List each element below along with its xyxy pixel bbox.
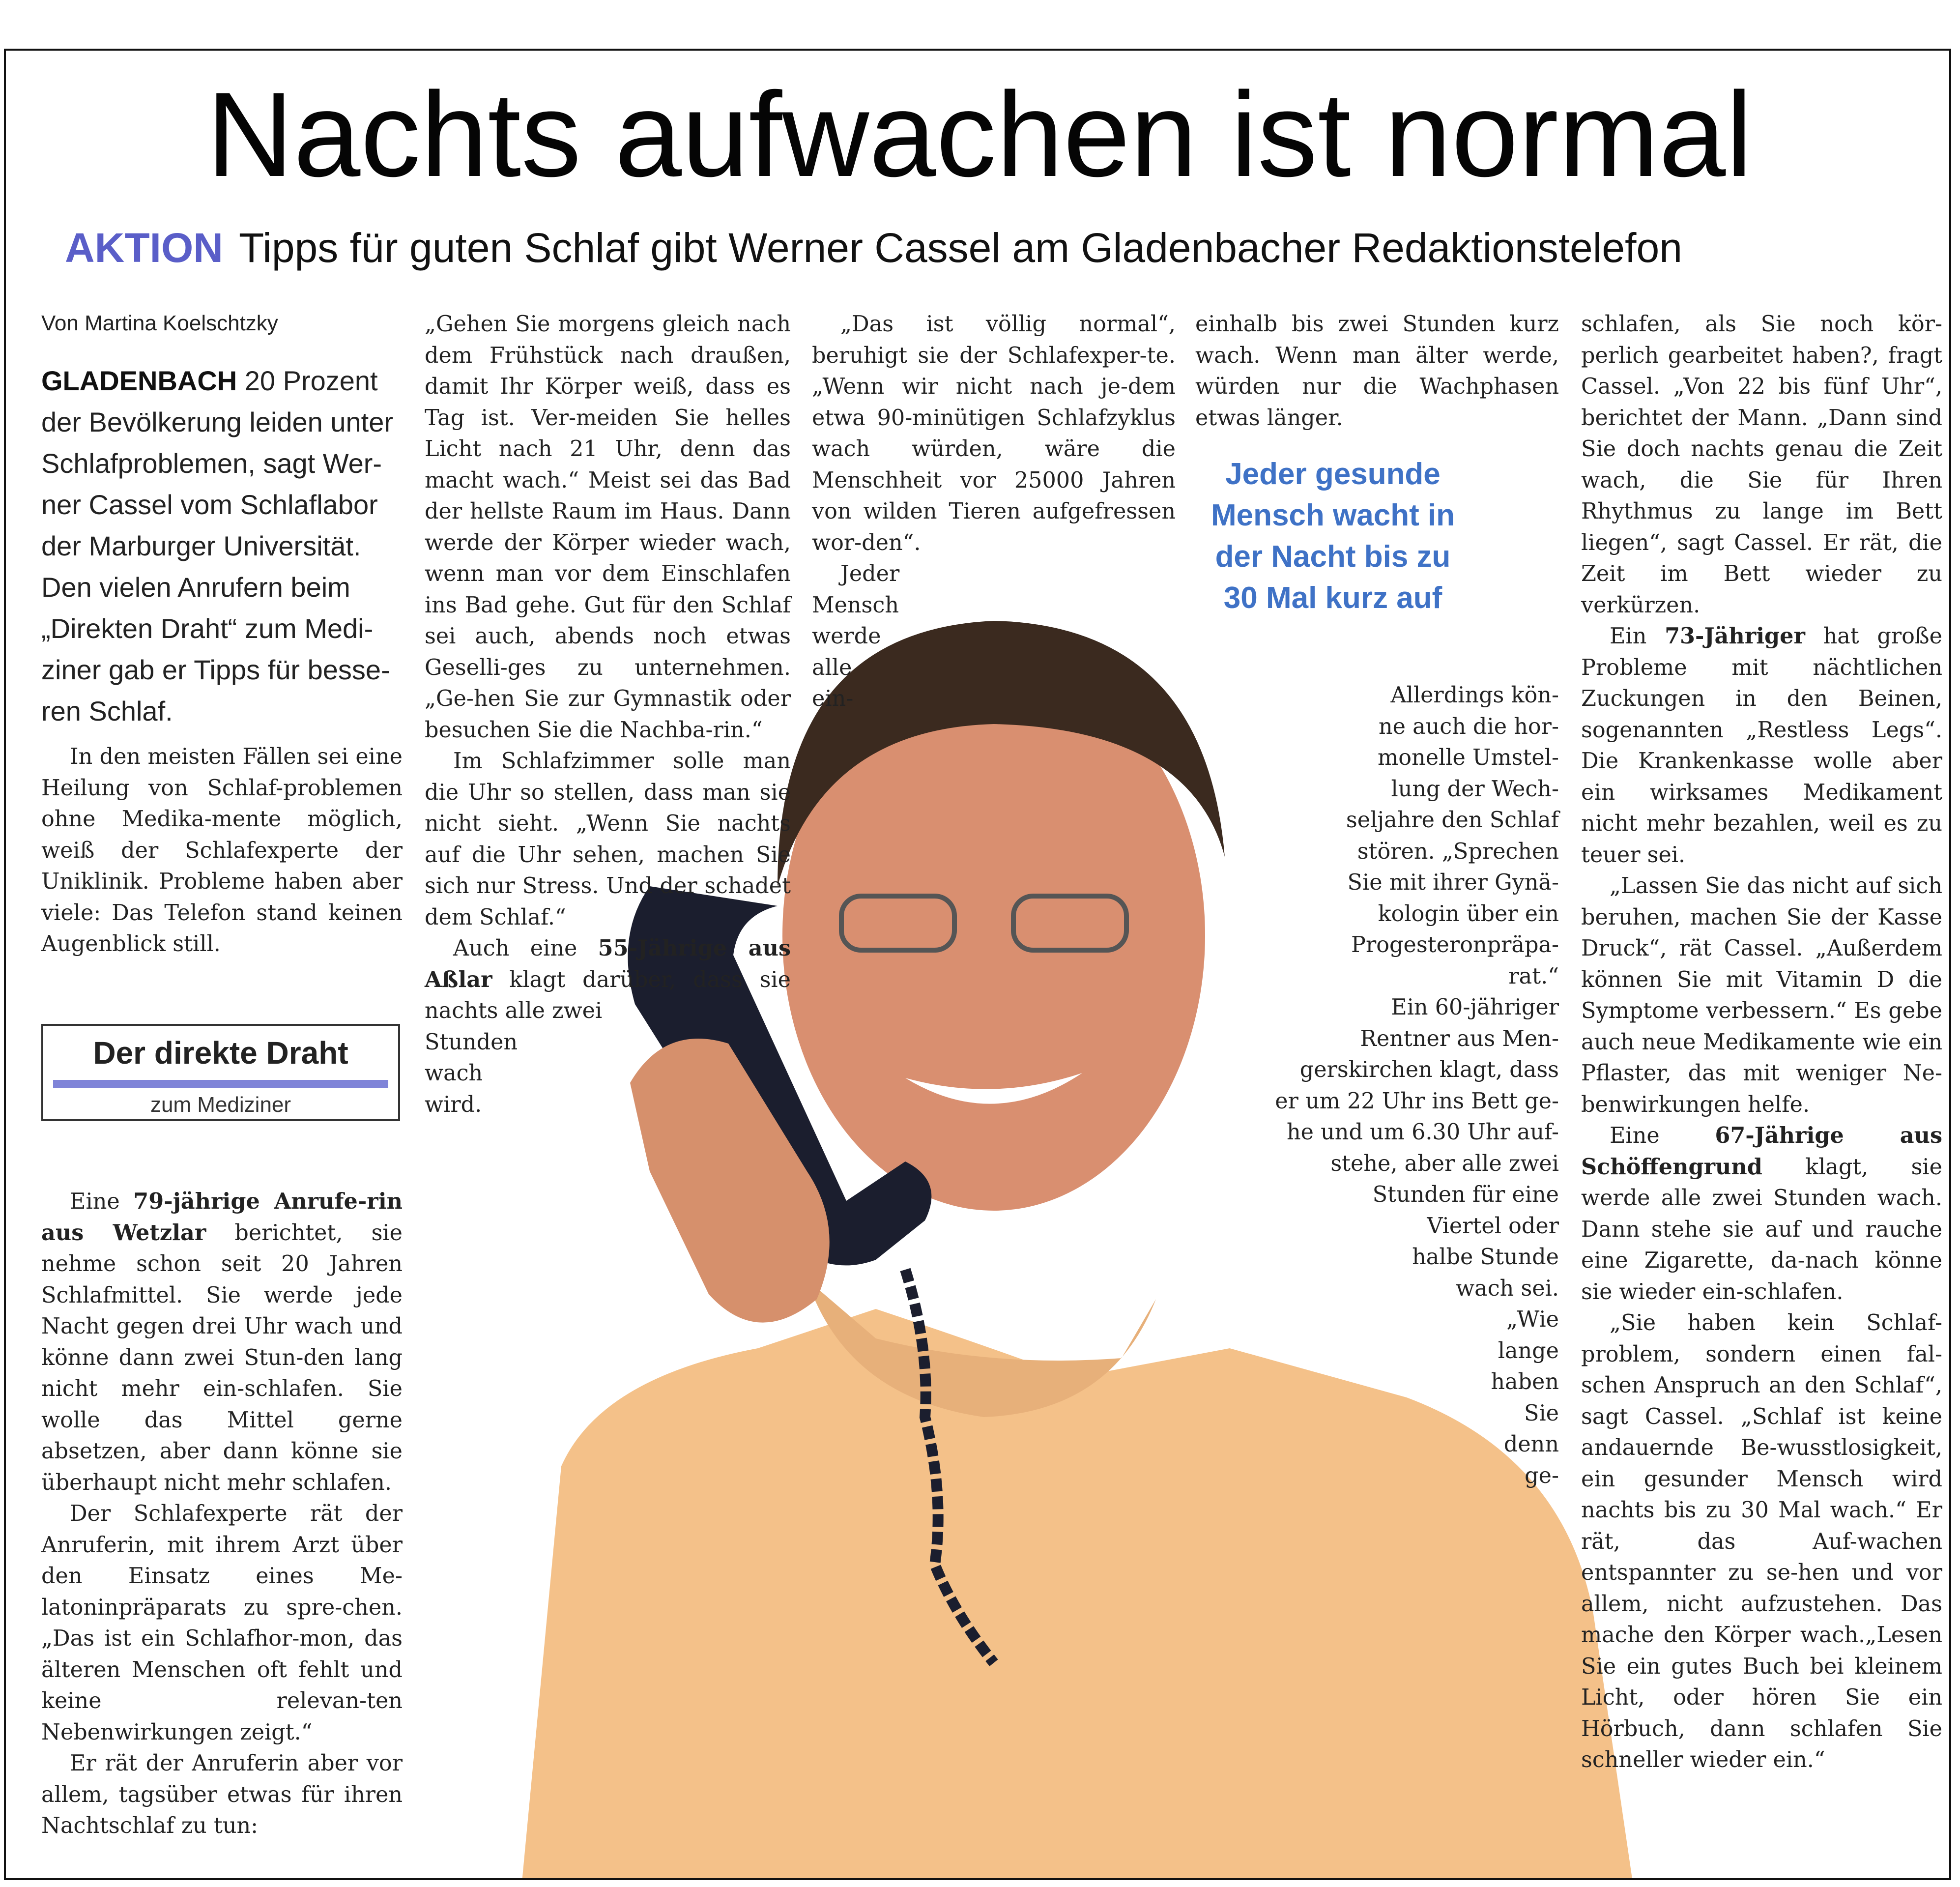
- text-line: Rentner aus Men-: [1360, 1026, 1559, 1051]
- text-line: Mensch: [812, 592, 899, 618]
- lead-text: 20 Prozent der Bevölkerung leiden unter Schlafproblemen, sagt Wer-ner Cassel vom Schlaflabor der Marburger Universität. Den vielen Anrufern beim „Direkten Draht“ zum Medi-ziner gab er Tipps für besse-ren Schlaf.: [41, 365, 394, 726]
- paragraph: Der Schlafexperte rät der Anruferin, mit ihrem Arzt über den Einsatz eines Me-latoninpräparats zu spre-chen. „Das ist ein Schlafhor-mon, das älteren Menschen oft fehlt und keine relevan-ten Nebenwirkungen zeigt.“: [41, 1501, 403, 1745]
- text-line: wach sei.: [1456, 1276, 1559, 1301]
- column-4-bottom: [1254, 680, 1559, 1491]
- text-line: er um 22 Uhr ins Bett ge-: [1275, 1088, 1559, 1114]
- text-line: denn: [1503, 1432, 1559, 1457]
- text-line: halbe Stunde: [1412, 1245, 1559, 1270]
- paragraph: [1581, 621, 1942, 871]
- text-run: Ein: [1610, 624, 1665, 649]
- byline: Von Martina Koelschtzky: [41, 311, 278, 335]
- text-line: wach: [425, 1061, 483, 1086]
- text-line: monelle Umstel-: [1378, 745, 1559, 770]
- paragraph: Er rät der Anruferin aber vor allem, tagsüber etwas für ihren Nachtschlaf zu tun:: [41, 1751, 403, 1838]
- text-line: stehe, aber alle zwei: [1330, 1151, 1559, 1176]
- text-line: „Wie: [1506, 1307, 1559, 1332]
- paragraph: „Gehen Sie morgens gleich nach dem Frühstück nach draußen, damit Ihr Körper weiß, dass es Tag ist. Ver-meiden Sie helles Licht nach 21 Uhr, denn das macht wach.“ Meist sei das Bad der hellste Raum im Haus. Dann werde der Körper wieder wach, wenn man vor dem Einschlafen ins Bad gehe. Gut für den Schlaf sei auch, abends noch etwas Geselli-ges zu unternehmen. „Ge-hen Sie zur Gymnastik oder besuchen Sie die Nachba-rin.“: [425, 312, 791, 743]
- column-1-top: [41, 741, 403, 960]
- column-3: [812, 309, 1176, 715]
- text-line: Allerdings kön-: [1390, 683, 1559, 708]
- narrow-lines: [812, 558, 1176, 590]
- text-run: Eine: [70, 1189, 134, 1214]
- paragraph: „Sie haben kein Schlaf-problem, sondern einen fal-schen Anspruch an den Schlaf“, sagt Cassel. „Schlaf ist keine andauernde Be-wusstlosigkeit, ein gesunder Mensch wird nachts bis zu 30 Mal wach.“ Er rät, das Auf-wachen entspannter zu se-hen und vor allem, nicht aufzustehen. Das mache den Körper wach.„Lesen Sie ein gutes Buch bei kleinem Licht, oder hören Sie ein Hörbuch, dann schlafen Sie schneller wieder ein.“: [1581, 1310, 1942, 1772]
- text-line: alle: [812, 655, 852, 680]
- column-1-bottom: [41, 1186, 403, 1842]
- column-2: [425, 309, 791, 1120]
- paragraph: „Das ist völlig normal“, beruhigt sie der Schlafexper-te. „Wenn wir nicht nach je-dem etwa 90-minütigen Schlafzyklus wach würden, wäre die Menschheit vor 25000 Jahren von wilden Tieren aufgefressen wor-den“.: [812, 312, 1176, 555]
- paragraph: [425, 933, 791, 1027]
- caller-name: 67-Jährige aus Schöffengrund: [1581, 1123, 1942, 1180]
- text-line: Stunden für eine: [1372, 1182, 1559, 1207]
- paragraph: einhalb bis zwei Stunden kurz wach. Wenn man älter werde, würden nur die Wachphasen etwas länger.: [1195, 312, 1559, 431]
- subheadline-text: Tipps für guten Schlaf gibt Werner Cassel am Gladenbacher Redaktionstelefon: [238, 225, 1682, 271]
- caller-name: 79-jährige Anrufe-rin aus Wetzlar: [41, 1189, 403, 1246]
- direct-line-box: [41, 1024, 400, 1121]
- text-run: klagt darüber, dass sie nachts alle zwei: [425, 967, 791, 1023]
- caller-name: 55-Jährige aus Aßlar: [425, 935, 791, 992]
- article-frame: [4, 49, 1951, 1880]
- text-line: kologin über ein: [1378, 901, 1559, 927]
- text-line: lung der Wech-: [1391, 776, 1559, 802]
- text-line: gerskirchen klagt, dass: [1299, 1057, 1559, 1082]
- kicker-label: AKTION: [65, 225, 223, 271]
- text-line: Stunden: [425, 1029, 518, 1055]
- text-line: stören. „Sprechen: [1357, 839, 1559, 864]
- lead-paragraph: [41, 360, 405, 732]
- text-run: Eine: [1610, 1123, 1715, 1148]
- paragraph: Im Schlafzimmer solle man die Uhr so stellen, dass man sie nicht sieht. „Wenn Sie nachts auf die Uhr sehen, machen Sie sich nur Stress. Und der schadet dem Schlaf.“: [425, 749, 791, 930]
- narrow-lines: [812, 590, 1176, 715]
- caller-name: 73-Jähriger: [1665, 623, 1805, 649]
- text-line: Ein 60-jähriger: [1391, 995, 1559, 1020]
- text-run: hat große Probleme mit nächtlichen Zuckungen in den Beinen, sogenannten „Restless Legs“. Die Krankenkasse wolle aber ein wirksames Medikament nicht mehr bezahlen, weil es zu teuer sei.: [1581, 624, 1942, 868]
- text-line: wird.: [425, 1092, 482, 1117]
- text-line: ein-: [812, 686, 854, 711]
- text-run: berichtet, sie nehme schon seit 20 Jahren Schlafmittel. Sie werde jede Nacht gegen drei Uhr wach und könne dann zwei Stun-den lang nicht mehr ein-schlafen. Sie wolle das Mittel gerne absetzen, aber dann könne sie überhaupt nicht mehr schlafen.: [41, 1220, 403, 1495]
- column-4-top: [1195, 309, 1559, 434]
- text-run: Auch eine: [453, 936, 598, 961]
- text-line: Jeder: [840, 561, 900, 586]
- text-line: ge-: [1525, 1463, 1559, 1488]
- box-title: Der direkte Draht: [93, 1035, 348, 1071]
- paragraph: schlafen, als Sie noch kör-perlich gearbeitet haben?, fragt Cassel. „Von 22 bis fünf Uhr“, berichtet der Mann. „Dann sind Sie doch nachts genau die Zeit wach, die Sie für Ihren Rhythmus zu lange im Bett liegen“, sagt Cassel. Er rät, die Zeit im Bett wieder zu verkürzen.: [1581, 312, 1942, 618]
- narrow-lines: [425, 1027, 791, 1121]
- text-line: Progesteronpräpa-: [1351, 932, 1559, 958]
- text-line: haben: [1491, 1369, 1559, 1394]
- text-line: he und um 6.30 Uhr auf-: [1286, 1120, 1559, 1145]
- paragraph: [1581, 1120, 1942, 1307]
- paragraph: „Lassen Sie das nicht auf sich beruhen, machen Sie der Kasse Druck“, rät Cassel. „Außerdem können Sie mit Vitamin D die Symptome verbessern.“ Es gebe auch neue Medikamente wie ein Pflaster, das mit weniger Ne-benwirkungen helfe.: [1581, 873, 1942, 1117]
- text-line: Sie: [1524, 1400, 1559, 1426]
- text-line: lange: [1498, 1338, 1559, 1364]
- subheadline: [65, 221, 1682, 275]
- box-accent-bar: [53, 1080, 388, 1088]
- text-line: werde: [812, 624, 881, 649]
- box-subtitle: zum Mediziner: [150, 1093, 291, 1117]
- column-5: [1581, 309, 1942, 1776]
- text-line: Viertel oder: [1427, 1213, 1559, 1239]
- pullquote: Jeder gesunde Mensch wacht in der Nacht bis zu 30 Mal kurz auf: [1211, 457, 1455, 615]
- dateline: GLADENBACH: [41, 365, 237, 396]
- text-line: seljahre den Schlaf: [1346, 808, 1559, 833]
- text-line: Sie mit ihrer Gynä-: [1347, 870, 1559, 895]
- headline: Nachts aufwachen ist normal: [206, 67, 1753, 202]
- text-line: ne auch die hor-: [1378, 714, 1559, 739]
- text-line: rat.“: [1508, 963, 1559, 989]
- paragraph: [41, 1186, 403, 1498]
- paragraph: In den meisten Fällen sei eine Heilung von Schlaf-problemen ohne Medika-mente möglich, weiß der Schlafexperte der Uniklinik. Probleme haben aber viele: Das Telefon stand keinen Augenblick still.: [41, 744, 403, 957]
- text-run: klagt, sie werde alle zwei Stunden wach. Dann stehe sie auf und rauche eine Zigarette, da-nach könne sie wieder ein-schlafen.: [1581, 1154, 1942, 1305]
